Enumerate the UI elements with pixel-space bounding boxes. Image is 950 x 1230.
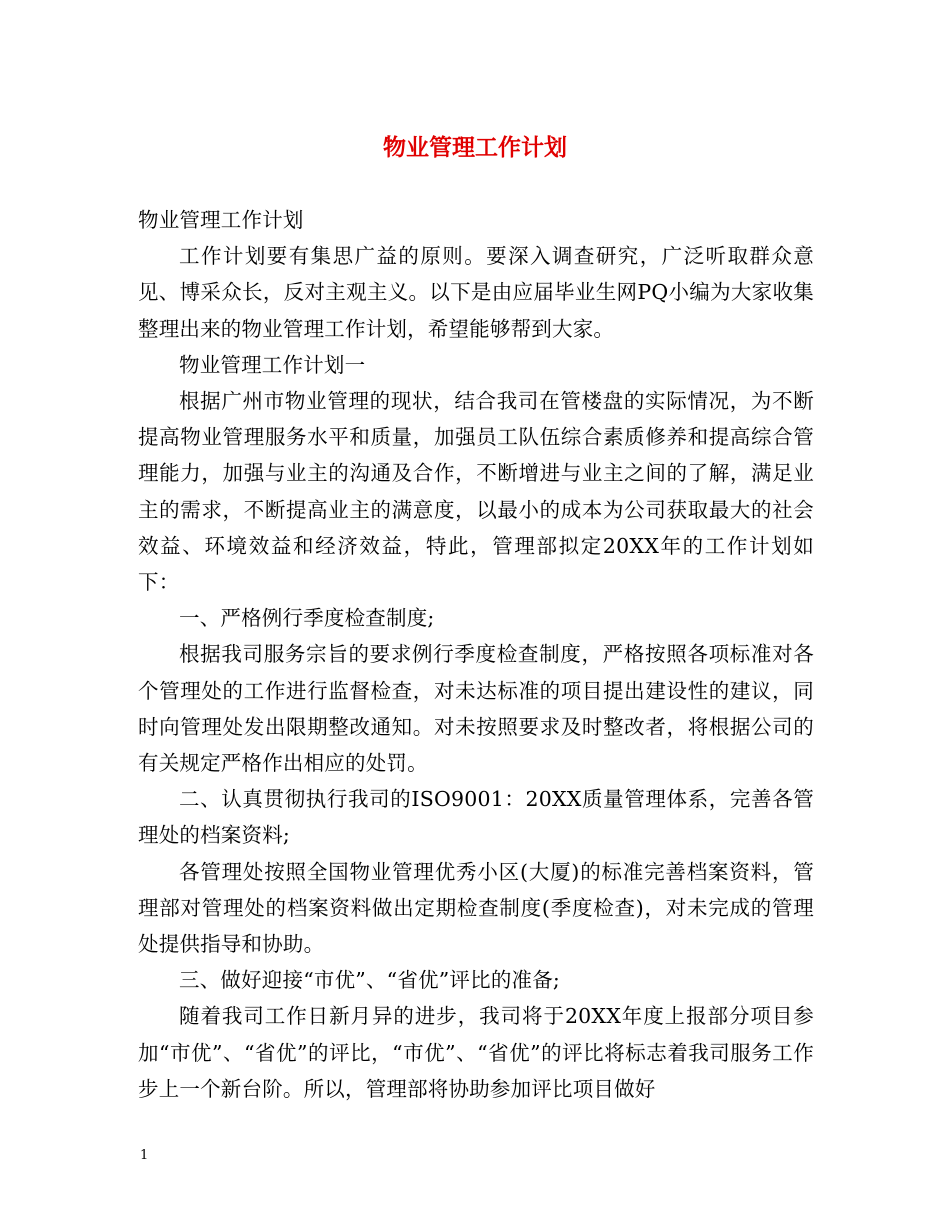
page-number: 1 <box>140 1148 149 1163</box>
paragraph-item-1-heading: 一、严格例行季度检查制度; <box>179 606 435 631</box>
paragraph-item-1-body: 根据我司服务宗旨的要求例行季度检查制度，严格按照各项标准对各个管理处的工作进行监督检查，对未达标准的项目提出建设性的建议，同时向管理处发出限期整改通知。对未按照要求及时整改者，将根据公司的有关规定严格作出相应的处罚。 <box>138 642 814 776</box>
paragraph-item-2-heading: 二、认真贯彻执行我司的ISO9001：20XX质量管理体系，完善各管理处的档案资料; <box>138 787 814 848</box>
paragraph-item-3-heading: 三、做好迎接“市优”、“省优”评比的准备; <box>179 968 561 993</box>
document-body <box>138 202 814 1107</box>
paragraph-background: 根据广州市物业管理的现状，结合我司在管楼盘的实际情况，为不断提高物业管理服务水平和质量，加强员工队伍综合素质修养和提高综合管理能力，加强与业主的沟通及合作，不断增进与业主之间的了解，满足业主的需求，不断提高业主的满意度，以最小的成本为公司获取最大的社会效益、环境效益和经济效益，特此，管理部拟定20XX年的工作计划如下： <box>138 389 814 595</box>
paragraph-item-2-body: 各管理处按照全国物业管理优秀小区(大厦)的标准完善档案资料，管理部对管理处的档案资料做出定期检查制度(季度检查)，对未完成的管理处提供指导和协助。 <box>138 859 814 957</box>
paragraph-item-3-body: 随着我司工作日新月异的进步，我司将于20XX年度上报部分项目参加“市优”、“省优”的评比，“市优”、“省优”的评比将标志着我司服务工作步上一个新台阶。所以，管理部将协助参加评比项目做好 <box>138 1004 814 1101</box>
document-title: 物业管理工作计划 <box>383 134 567 161</box>
paragraph-section-title: 物业管理工作计划一 <box>179 352 366 377</box>
paragraph-heading: 物业管理工作计划 <box>138 208 304 232</box>
paragraph-intro: 工作计划要有集思广益的原则。要深入调查研究，广泛听取群众意见、博采众长，反对主观主义。以下是由应届毕业生网PQ小编为大家收集整理出来的物业管理工作计划，希望能够帮到大家。 <box>138 244 814 341</box>
